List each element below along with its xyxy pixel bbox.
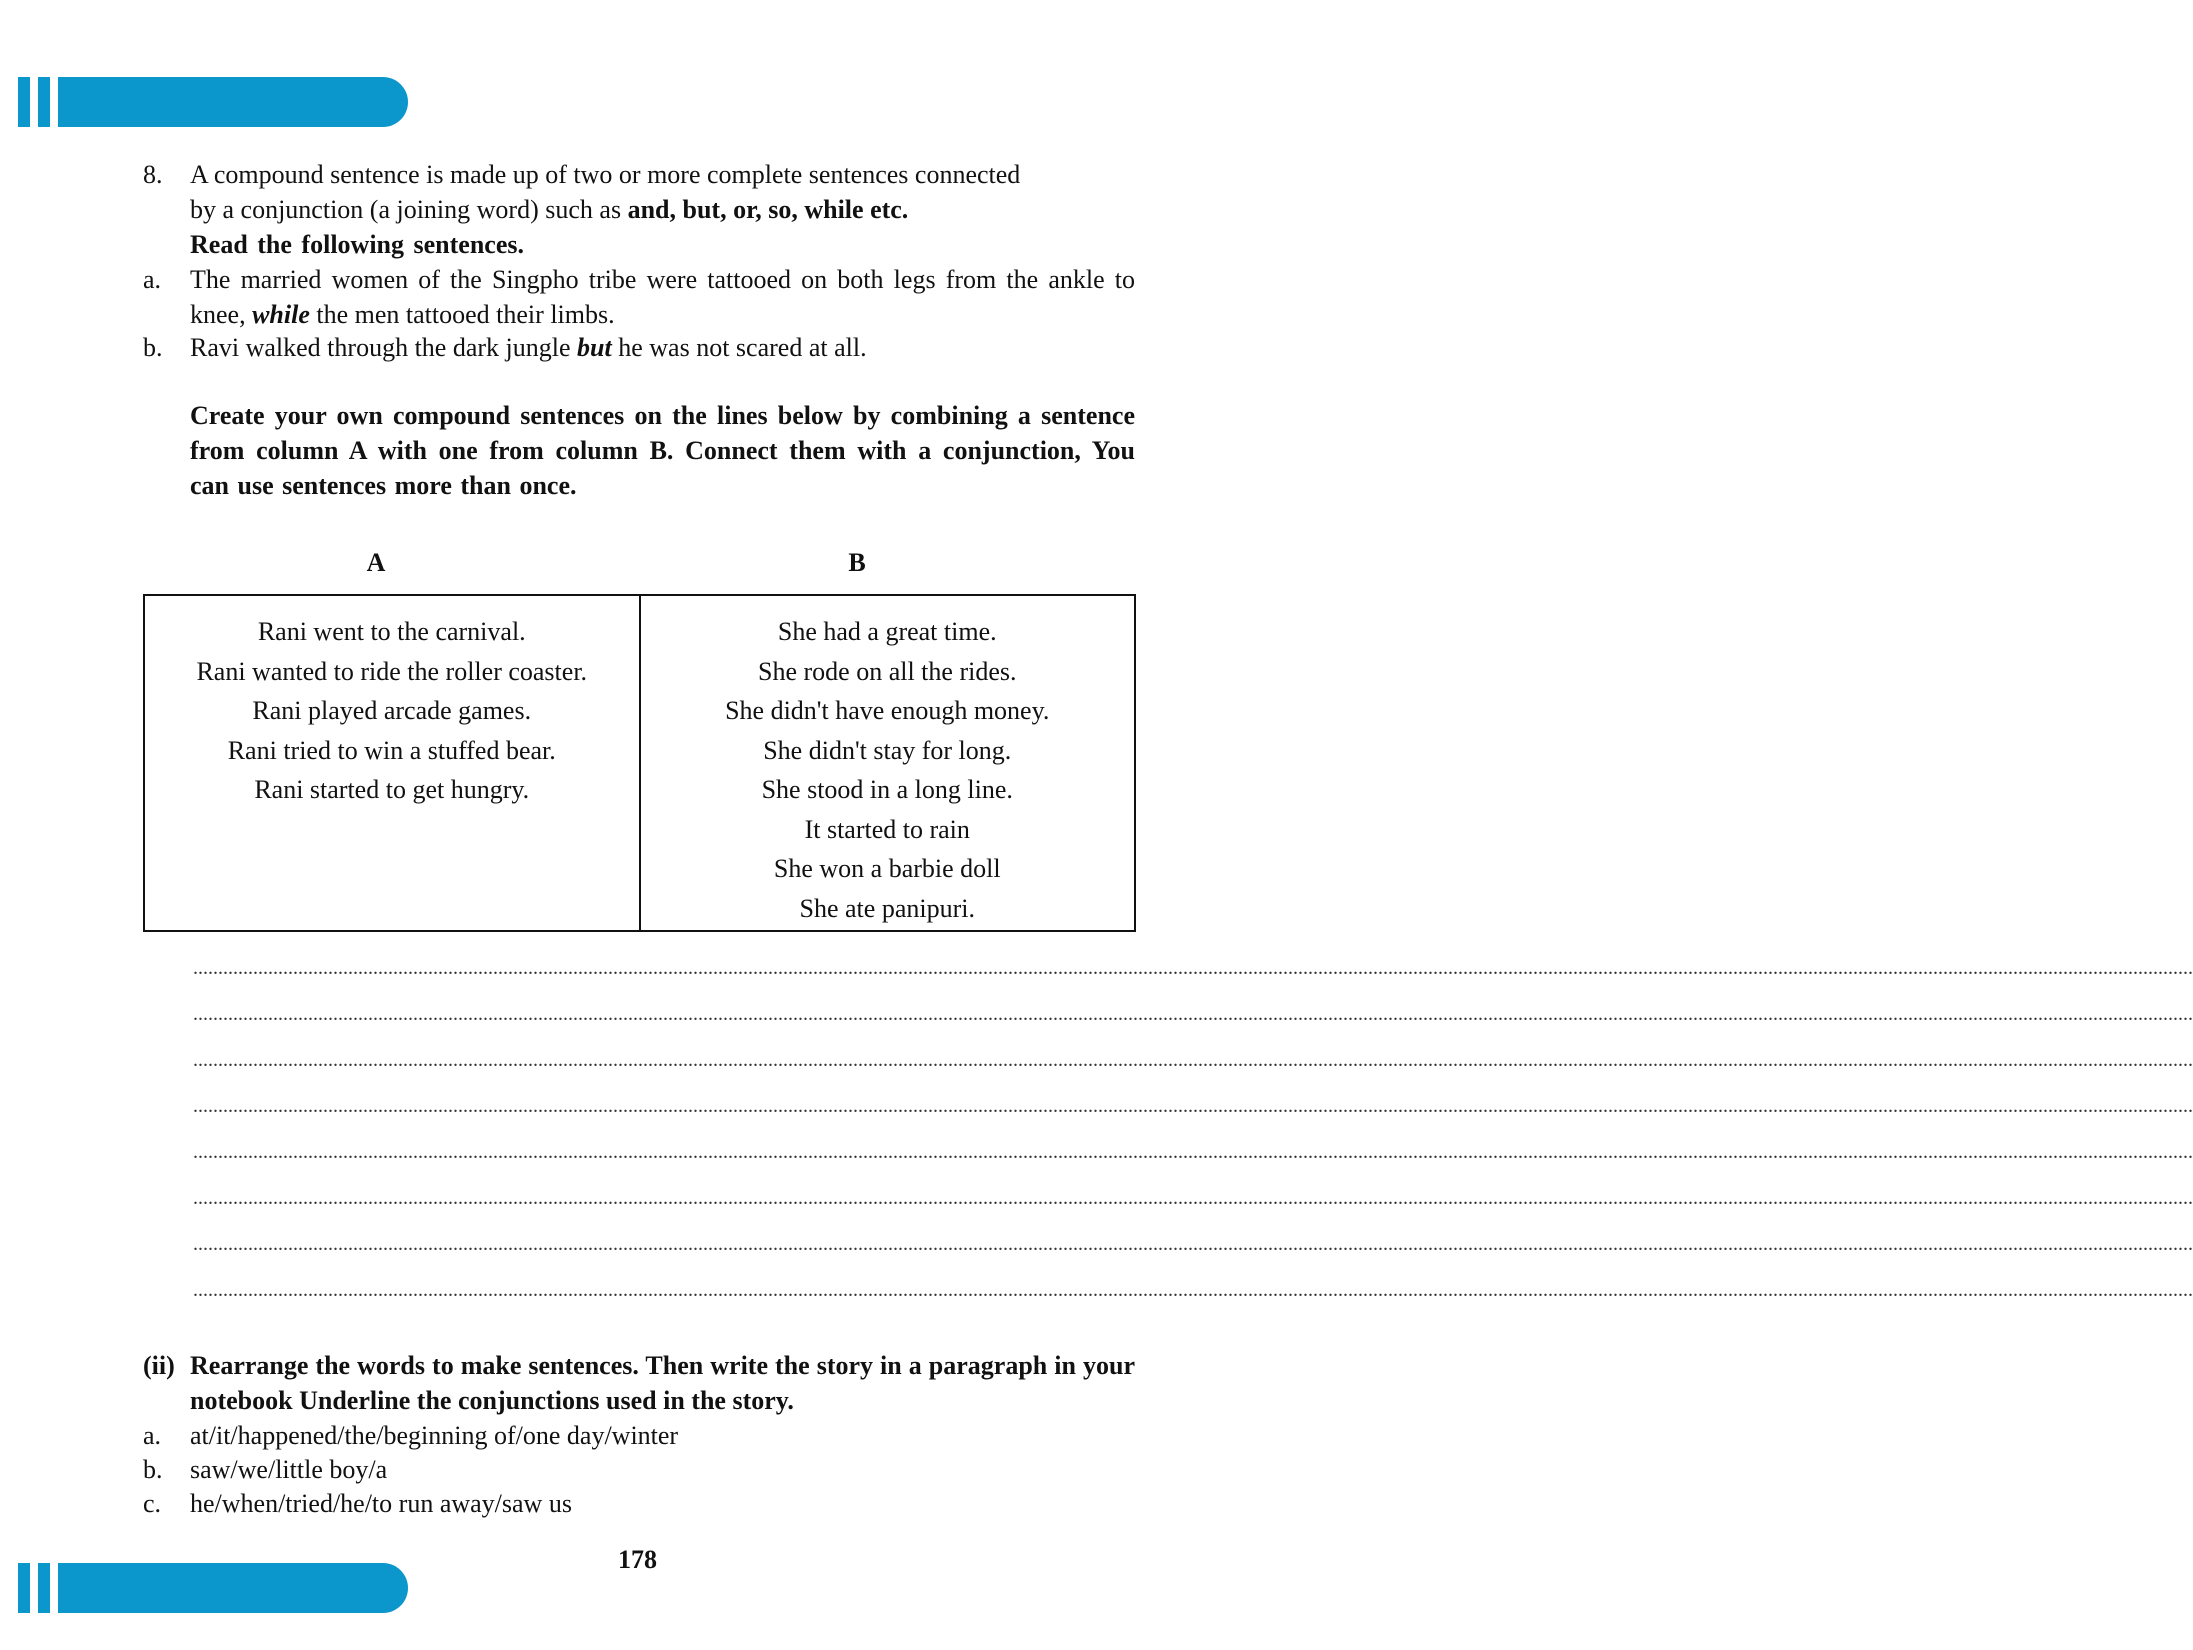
answer-line[interactable]: ................................................................................................................................................................................................................................................................................................................................................................................................................ (193, 1279, 2193, 1301)
intro-line-1: A compound sentence is made up of two or more complete sentences connected (190, 160, 1021, 189)
sentence-b: She didn't stay for long. (763, 735, 1012, 765)
answer-line[interactable]: ................................................................................................................................................................................................................................................................................................................................................................................................................ (193, 1095, 2193, 1117)
question-8-body (190, 157, 1135, 262)
column-a-header: A (366, 548, 386, 577)
example-label: b. (143, 333, 163, 362)
answer-line[interactable]: ................................................................................................................................................................................................................................................................................................................................................................................................................ (193, 1141, 2193, 1163)
sentence-b: She ate panipuri. (799, 893, 975, 923)
intro-text: by a conjunction (a joining word) such as (190, 195, 628, 224)
header-band-tab (58, 77, 408, 127)
example-text (190, 262, 1135, 332)
item-label: a. (143, 1421, 162, 1450)
part-2-heading: Rearrange the words to make sentences. Then write the story in a paragraph in your notebook Underline the conjunctions used in the story. (190, 1351, 1135, 1415)
sentence-a: Rani went to the carnival. (257, 617, 526, 646)
sentence-a: Rani played arcade games. (252, 696, 532, 725)
column-b-header: B (848, 548, 866, 577)
answer-line[interactable]: ................................................................................................................................................................................................................................................................................................................................................................................................................ (193, 1003, 2193, 1025)
instruction-text: Create your own compound sentences on the lines below by combining a sentence from column A with one from column B. Connect them with a conjunction, You can use sentences more than once. (190, 401, 1135, 500)
example-label: a. (143, 265, 162, 294)
sentence-a: Rani wanted to ride the roller coaster. (196, 656, 588, 686)
sentence-b: She won a barbie doll (773, 854, 1001, 883)
item-text: he/when/tried/he/to run away/saw us (190, 1489, 572, 1518)
footer-band-stripe (38, 1563, 50, 1613)
answer-line[interactable]: ................................................................................................................................................................................................................................................................................................................................................................................................................ (193, 1049, 2193, 1071)
column-b (640, 595, 1136, 931)
question-number: 8. (143, 160, 163, 189)
sentence-b: She rode on all the rides. (758, 656, 1017, 686)
answer-line[interactable]: ................................................................................................................................................................................................................................................................................................................................................................................................................ (193, 1187, 2193, 1209)
example-conjunction: but (577, 333, 612, 362)
footer-band-stripe (18, 1563, 30, 1613)
sentence-b: She stood in a long line. (761, 775, 1013, 804)
answer-line[interactable]: ................................................................................................................................................................................................................................................................................................................................................................................................................ (193, 1233, 2193, 1255)
sentence-b: She had a great time. (777, 617, 997, 646)
footer-band-tab (58, 1563, 408, 1613)
page-number: 178 (618, 1545, 657, 1574)
header-band-stripe (18, 77, 30, 127)
part-2-label: (ii) (143, 1351, 175, 1380)
example-text-pre: Ravi walked through the dark jungle (190, 333, 578, 362)
sentence-table (143, 594, 1136, 932)
example-conjunction: while (252, 300, 310, 329)
example-text-pre: The married women of the Singpho tribe were tattooed on both legs from the ankle to knee, (190, 265, 1135, 329)
read-heading: Read the following sentences. (190, 230, 524, 259)
column-a (144, 595, 640, 931)
item-text: saw/we/little boy/a (190, 1455, 388, 1484)
header-band-stripe (38, 77, 50, 127)
conjunction-list: and, but, or, so, while etc. (627, 195, 909, 224)
sentence-a: Rani started to get hungry. (254, 775, 530, 804)
item-label: b. (143, 1455, 163, 1484)
sentence-a: Rani tried to win a stuffed bear. (227, 735, 556, 765)
item-label: c. (143, 1489, 162, 1518)
example-text (190, 330, 1135, 365)
example-text-post: he was not scared at all. (611, 333, 867, 362)
item-text: at/it/happened/the/beginning of/one day/winter (190, 1421, 679, 1450)
example-text-post: the men tattooed their limbs. (309, 300, 615, 329)
sentence-b: It started to rain (804, 814, 970, 844)
sentence-b: She didn't have enough money. (725, 696, 1050, 725)
answer-line[interactable]: ................................................................................................................................................................................................................................................................................................................................................................................................................ (193, 957, 2193, 979)
intro-line-2 (190, 192, 1135, 227)
